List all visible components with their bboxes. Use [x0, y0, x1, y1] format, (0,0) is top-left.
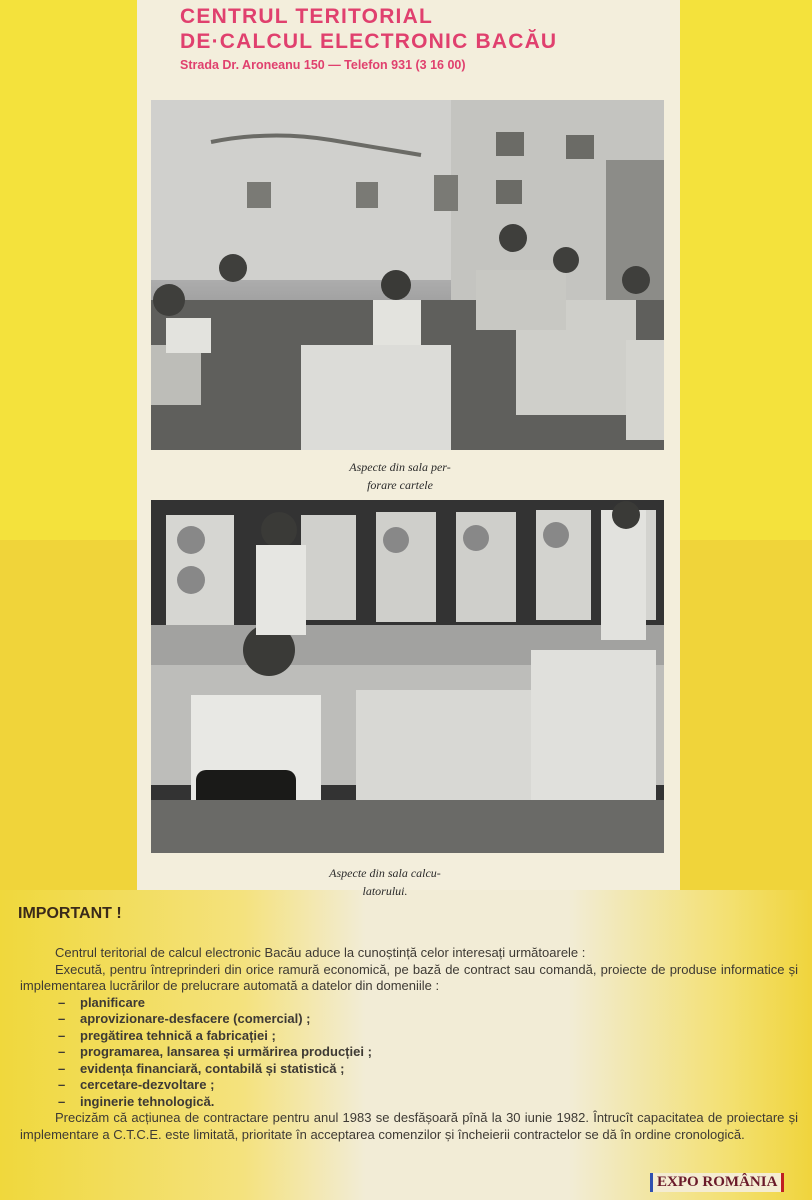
- caption-line: Aspecte din sala per-: [349, 460, 451, 474]
- photo-computer-room: [151, 500, 664, 853]
- closing-paragraph: Precizăm că acțiunea de contractare pentru anul 1983 se desfășoară pînă la 30 iunie 1982. Întrucît capacitatea de proiectare și implementare a C.T.C.E. este limitată, prioritate în acceptarea comenzilor și încheierii contractelor se dă în ordine cronologică.: [20, 1110, 798, 1142]
- address-line: Strada Dr. Aroneanu 150 — Telefon 931 (3 16 00): [180, 58, 466, 72]
- list-item: – planificare: [58, 995, 798, 1012]
- list-item: – cercetare-dezvoltare ;: [58, 1077, 798, 1094]
- intro-paragraph: Centrul teritorial de calcul electronic Bacău aduce la cunoștință celor interesați următoarele :: [55, 945, 586, 960]
- caption-line: latorului.: [362, 884, 408, 898]
- title-line-1: CENTRUL TERITORIAL: [180, 5, 433, 28]
- list-item: – aprovizionare-desfacere (comercial) ;: [58, 1011, 798, 1028]
- caption-line: Aspecte din sala calcu-: [329, 866, 441, 880]
- computer-room-illustration: [151, 500, 664, 853]
- watermark-logo: EXPO ROMÂNIA: [650, 1173, 784, 1192]
- list-item: – evidența financiară, contabilă și statistică ;: [58, 1061, 798, 1078]
- list-item: – programarea, lansarea și urmărirea producției ;: [58, 1044, 798, 1061]
- punch-card-room-illustration: [151, 100, 664, 450]
- title-line-2: DE·CALCUL ELECTRONIC BACĂU: [180, 30, 558, 53]
- important-heading: IMPORTANT !: [18, 905, 122, 922]
- important-notice: [20, 945, 798, 1143]
- domain-list: [20, 995, 798, 1111]
- photo-caption-computer-room: [295, 864, 475, 900]
- list-item: – pregătirea tehnică a fabricației ;: [58, 1028, 798, 1045]
- services-paragraph: Execută, pentru întreprinderi din orice ramură economică, pe bază de contract sau comandă, proiecte de produse informatice și implementarea lucrărilor de prelucrare automată a datelor din domeniile :: [20, 961, 798, 993]
- photo-punch-card-room: [151, 100, 664, 450]
- page-header: [180, 4, 557, 72]
- photo-caption-punch-card-room: [330, 458, 470, 494]
- list-item: – inginerie tehnologică.: [58, 1094, 798, 1111]
- caption-line: forare cartele: [367, 478, 433, 492]
